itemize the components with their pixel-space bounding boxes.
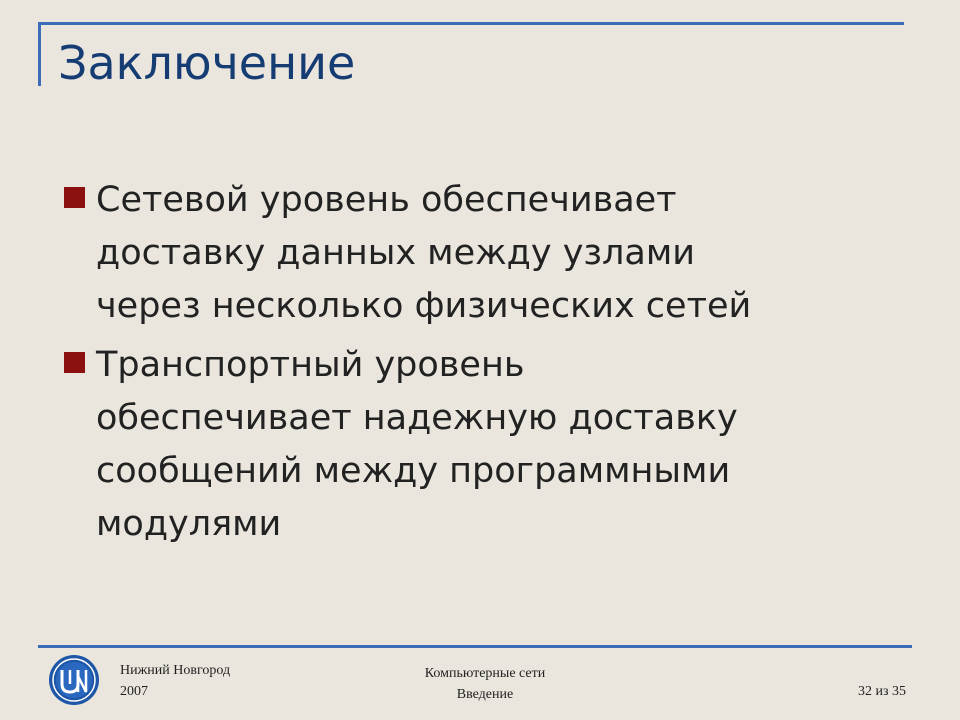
footer-rule xyxy=(38,645,912,648)
square-bullet-icon xyxy=(64,187,85,208)
footer-course-topic: Компьютерные сети Введение xyxy=(424,666,546,702)
unn-university-logo-icon xyxy=(48,654,100,706)
title-left-rule xyxy=(38,22,41,86)
slide-title: Заключение xyxy=(58,36,356,90)
top-rule xyxy=(38,22,904,25)
bullet-list xyxy=(58,174,918,557)
bullet-item xyxy=(58,339,918,551)
bullet-text: Сетевой уровень обеспечивает доставку данных между узлами через несколько физических сетей xyxy=(96,180,752,326)
bullet-text: Транспортный уровень обеспечивает надежную доставку сообщений между программными модулями xyxy=(96,345,738,544)
footer-location-year: Нижний Новгород 2007 xyxy=(120,663,231,699)
square-bullet-icon xyxy=(64,352,85,373)
page-number: 32 из 35 xyxy=(857,684,906,699)
bullet-item xyxy=(58,174,918,333)
